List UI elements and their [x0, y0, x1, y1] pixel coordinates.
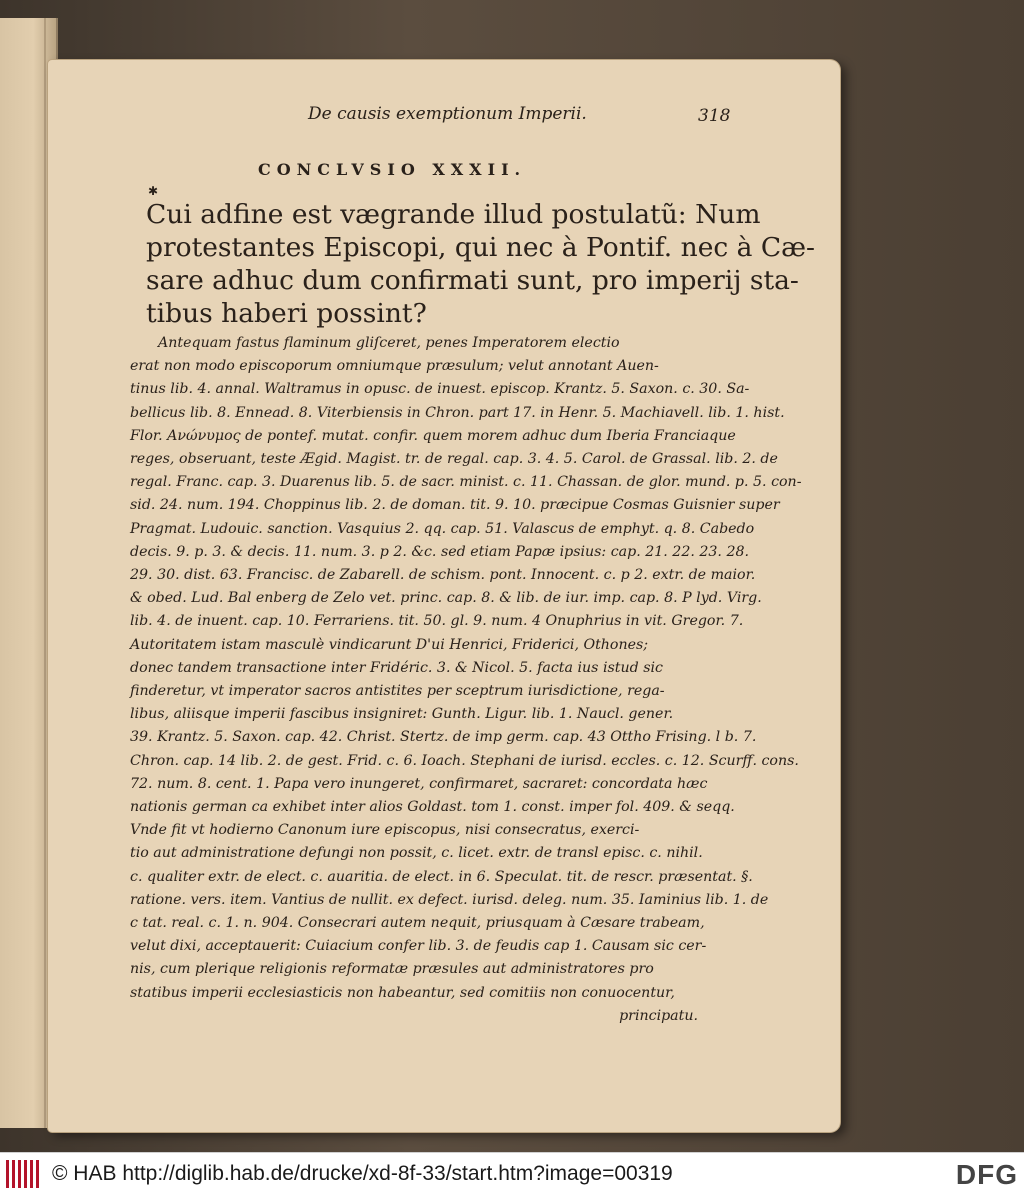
question-line: sare adhuc dum confirmati sunt, pro imperij sta- [146, 265, 799, 296]
body-line: erat non modo episcoporum omniumque præsulum; velut annotant Auen- [130, 358, 659, 375]
body-line: nationis german ca exhibet inter alios Goldast. tom 1. const. imper fol. 409. & seqq. [130, 799, 735, 816]
body-line: regal. Franc. cap. 3. Duarenus lib. 5. de sacr. minist. c. 11. Chassan. de glor. mund. p. 5. con- [130, 474, 802, 491]
body-line: c. qualiter extr. de elect. c. auaritia. de elect. in 6. Speculat. tit. de rescr. præsentat. §. [130, 868, 753, 885]
body-line: 72. num. 8. cent. 1. Papa vero inungeret, confirmaret, sacraret: concordata hæc [130, 775, 708, 792]
body-line: ratione. vers. item. Vantius de nullit. ex defect. iurisd. deleg. num. 35. Iaminius lib. 1. de [130, 891, 769, 908]
body-line: reges, obseruant, teste Ægid. Magist. tr. de regal. cap. 3. 4. 5. Carol. de Grassal. lib. 2. de [130, 451, 778, 468]
running-head: De causis exemptionum Imperii. [308, 104, 587, 124]
dfg-logo: DFG [955, 1159, 1018, 1190]
question-line: protestantes Episcopi, qui nec à Pontif. nec à Cæ- [146, 232, 816, 263]
body-line: libus, aliisque imperii fascibus insigniret: Gunth. Ligur. lib. 1. Naucl. gener. [130, 706, 674, 723]
body-line: donec tandem transactione inter Fridéric. 3. & Nicol. 5. facta ius istud sic [130, 659, 663, 676]
body-line: finderetur, vt imperator sacros antistites per sceptrum iurisdictione, rega- [130, 683, 665, 700]
body-line: statibus imperii ecclesiasticis non habeantur, sed comitiis non conuocentur, [130, 984, 675, 1001]
body-line: & obed. Lud. Bal enberg de Zelo vet. princ. cap. 8. & lib. de iur. imp. cap. 8. P lyd. Virg. [130, 590, 762, 607]
body-line: Pragmat. Ludouic. sanction. Vasquius 2. qq. cap. 51. Valascus de emphyt. q. 8. Cabedo [130, 520, 755, 537]
body-line: sid. 24. num. 194. Choppinus lib. 2. de doman. tit. 9. 10. præcipue Cosmas Guisnier super [130, 497, 780, 514]
printer-mark: ✱ [148, 184, 159, 198]
body-line: Flor. Ανώνυμος de pontef. mutat. confir. quem morem adhuc dum Iberia Franciaque [130, 427, 736, 444]
body-line: lib. 4. de inuent. cap. 10. Ferrariens. tit. 50. gl. 9. num. 4 Onuphrius in vit. Gregor. 7. [130, 613, 744, 630]
body-line: decis. 9. p. 3. & decis. 11. num. 3. p 2. &c. sed etiam Papæ ipsius: cap. 21. 22. 23. 28. [130, 543, 750, 560]
question-line: Cui adfine est vægrande illud postulatũ: Num [146, 199, 761, 230]
copyright-link[interactable]: © HAB http://diglib.hab.de/drucke/xd-8f-33/start.htm?image=00319 [52, 1162, 673, 1185]
body-line: Antequam fastus flaminum gliſceret, penes Imperatorem electio [158, 335, 620, 351]
body-line: principatu. [619, 1007, 698, 1024]
hab-logo-icon [6, 1160, 44, 1188]
section-heading: CONCLVSIO XXXII. [258, 160, 527, 179]
body-line: velut dixi, acceptauerit: Cuiacium confer lib. 3. de feudis cap 1. Causam sic cer- [130, 938, 707, 955]
body-line: bellicus lib. 8. Ennead. 8. Viterbiensis in Chron. part 17. in Henr. 5. Machiavell. lib. 1. hist. [130, 404, 785, 421]
page-number: 318 [698, 106, 731, 126]
viewer-footer [0, 1152, 1024, 1195]
book-page [48, 60, 840, 1132]
body-line: tinus lib. 4. annal. Waltramus in opusc. de inuest. episcop. Krantz. 5. Saxon. c. 30. Sa- [130, 381, 750, 398]
body-line: Vnde fit vt hodierno Canonum iure episcopus, nisi consecratus, exerci- [130, 822, 640, 839]
question-heading [146, 198, 816, 330]
body-line: 39. Krantz. 5. Saxon. cap. 42. Christ. Stertz. de imp germ. cap. 43 Ottho Frising. l b. 7. [130, 729, 757, 746]
body-line: Chron. cap. 14 lib. 2. de gest. Frid. c. 6. Ioach. Stephani de iurisd. eccles. c. 12. Scurff. cons. [130, 752, 799, 769]
body-text [130, 332, 802, 1028]
body-line: nis, cum plerique religionis reformatæ præsules aut administratores pro [130, 961, 654, 978]
question-line: tibus haberi possint? [146, 298, 427, 329]
body-line: tio aut administratione defungi non possit, c. licet. extr. de transl episc. c. nihil. [130, 845, 703, 862]
body-line: 29. 30. dist. 63. Francisc. de Zabarell. de schism. pont. Innocent. c. p 2. extr. de maior. [130, 567, 756, 584]
body-line: Autoritatem istam masculè vindicarunt D'ui Henrici, Friderici, Othones; [130, 636, 649, 653]
body-line: c tat. real. c. 1. n. 904. Consecrari autem nequit, priusquam à Cæsare trabeam, [130, 915, 705, 932]
